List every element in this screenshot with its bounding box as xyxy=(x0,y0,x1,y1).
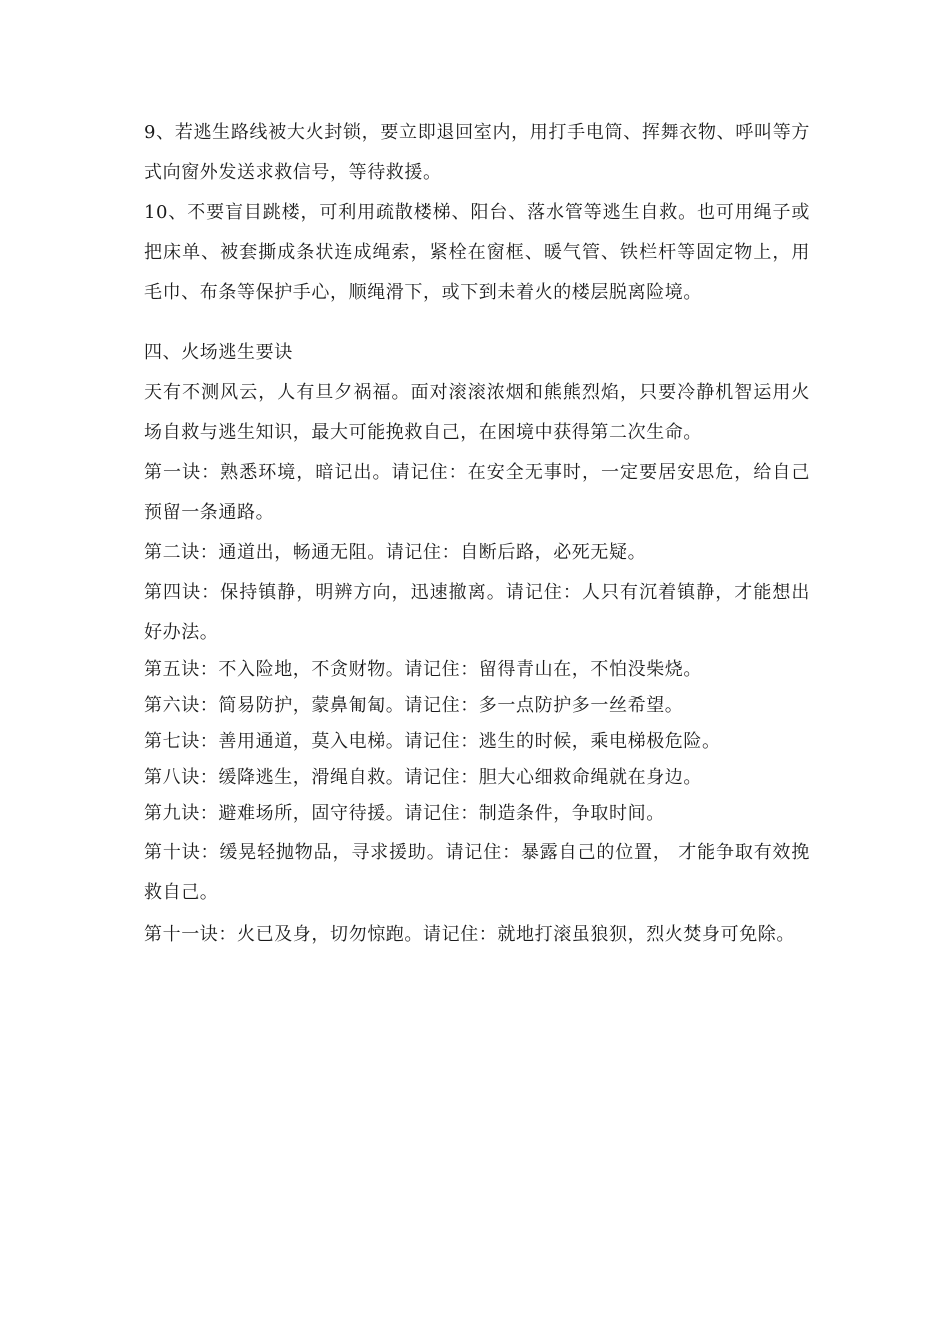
tip-5: 第五诀：不入险地，不贪财物。请记住：留得青山在，不怕没柴烧。 xyxy=(144,659,702,680)
tip-2: 第二诀：通道出，畅通无阻。请记住：自断后路，必死无疑。 xyxy=(144,542,647,563)
document-page xyxy=(144,113,810,947)
tip-4: 第四诀：保持镇静，明辨方向，迅速撤离。请记住：人只有沉着镇静，才能想出 好办法。 xyxy=(144,582,810,643)
tip-10: 第十诀：缓晃轻抛物品，寻求援助。请记住：暴露自己的位置， 才能争取有效挽救自己。 xyxy=(144,842,810,903)
paragraph-item-10: 10、不要盲目跳楼，可利用疏散楼梯、阳台、落水管等逃生自救。也可用绳子或 把床单、被套撕成条状连成绳索，紧栓在窗框、暖气管、铁栏杆等固定物上，用 毛巾、布条等保护手心，顺绳滑下，或下到未着火的楼层脱离险境。 xyxy=(144,202,810,303)
tip-7: 第七诀：善用通道，莫入电梯。请记住：逃生的时候，乘电梯极危险。 xyxy=(144,731,721,752)
section-title: 四、火场逃生要诀 xyxy=(144,342,293,363)
tip-1: 第一诀：熟悉环境，暗记出。请记住：在安全无事时，一定要居安思危，给自己预留一条通路。 xyxy=(144,462,810,523)
paragraph-item-9: 9、若逃生路线被大火封锁，要立即退回室内，用打手电筒、挥舞衣物、呼叫等方式向窗外发送求救信号，等待救援。 xyxy=(144,122,810,183)
intro-paragraph: 天有不测风云，人有旦夕祸福。面对滚滚浓烟和熊熊烈焰，只要冷静机智运用火 场自救与逃生知识，最大可能挽救自己，在困境中获得第二次生命。 xyxy=(144,382,810,443)
tip-11: 第十一诀：火已及身，切勿惊跑。请记住：就地打滚虽狼狈，烈火焚身可免除。 xyxy=(144,924,795,945)
section-gap xyxy=(144,313,810,333)
tip-8: 第八诀：缓降逃生，滑绳自救。请记住：胆大心细救命绳就在身边。 xyxy=(144,767,702,788)
tip-9: 第九诀：避难场所，固守待援。请记住：制造条件，争取时间。 xyxy=(144,803,665,824)
tip-6: 第六诀：简易防护，蒙鼻匍匐。请记住：多一点防护多一丝希望。 xyxy=(144,695,684,716)
